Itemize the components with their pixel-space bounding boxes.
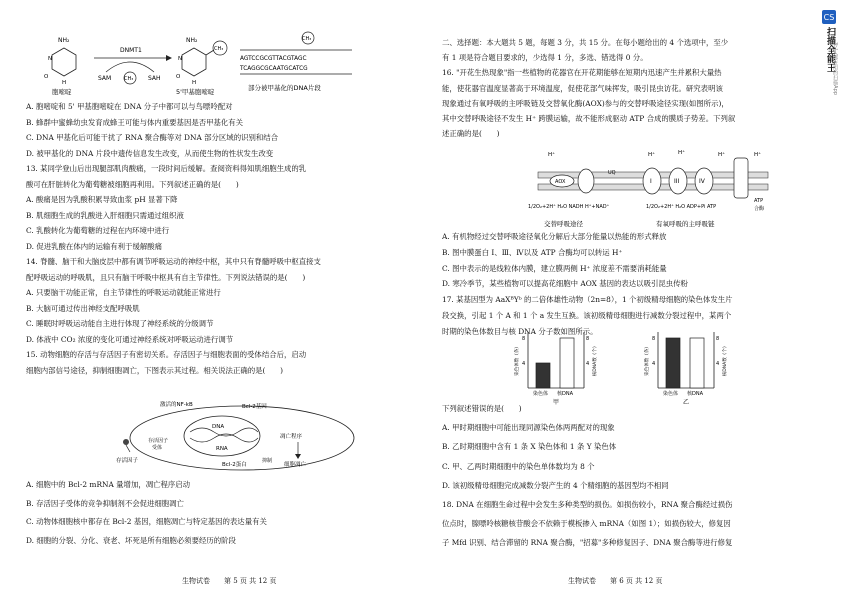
text-line: A. 细胞中的 Bcl-2 mRNA 量增加，凋亡程序启动: [26, 480, 191, 489]
y-tick-label-right: 8: [716, 336, 720, 342]
text-line: B. 大脑可通过传出神经支配呼吸肌: [26, 303, 140, 313]
o-label-1: O: [44, 74, 49, 80]
chart-title: 乙: [683, 399, 690, 406]
respiration-figure: [528, 144, 778, 232]
text-line: 能，使花器官温度显著高于环境温度，促使花部气味挥发，吸引昆虫访花。研究表明该: [442, 83, 723, 93]
scanner-watermark: [822, 10, 838, 120]
y-axis-label-right: 核DNA数（个）: [723, 343, 728, 377]
text-line: A. 只要脑干功能正常，自主节律性的呼吸运动就能正常进行: [26, 288, 221, 297]
text-line: B. 乙时期细胞中含有 1 条 X 染色体和 1 条 Y 染色体: [442, 442, 617, 452]
equation-right: 1/2O₂+2H⁺ H₂O ADP+Pi ATP: [646, 204, 717, 210]
text-line: D. 细胞的分裂、分化、衰老、坏死是所有细胞必须要经历的阶段: [26, 535, 236, 545]
text-line: A. 胞嘧啶和 5' 甲基胞嘧啶在 DNA 分子中都可以与鸟嘌呤配对: [26, 102, 233, 111]
scanner-subtitle: 3亿人都在用的扫描App: [832, 42, 838, 95]
apoptosis-cell-label: 细胞凋亡: [284, 462, 307, 468]
text-line: B. 肌细胞生成的乳酸进入肝细胞只需通过组织液: [26, 210, 184, 220]
receptor-label-1: 存活因子: [148, 438, 169, 444]
h-plus-4: H⁺: [718, 152, 726, 158]
text-line: 17. 某基因型为 AaXᴮYᵇ 的二倍体雄性动物（2n=8），1 个初级精母细胞的染色体发生片: [442, 295, 733, 305]
methyl-cytosine-structure: [182, 48, 214, 76]
scanner-title: 扫描全能王: [825, 27, 835, 72]
text-line: B. 存活因子受体的竞争抑制剂不会促进细胞凋亡: [26, 498, 184, 508]
h-label-1: H: [62, 80, 67, 86]
text-line: C. 动物体细胞核中都存在 Bcl-2 基因，细胞凋亡与特定基因的表达量有关: [26, 517, 267, 526]
text-line: 有 1 项是符合题目要求的，少选得 1 分，多选、错选得 0 分。: [442, 53, 648, 63]
text-line: 二、选择题：本大题共 5 题，每题 3 分，共 15 分。在每小题给出的 4 个选项中，至少: [442, 38, 729, 47]
y-axis-label: 染色体数（条）: [645, 344, 650, 376]
x-tick-label: 核DNA: [687, 391, 704, 397]
complex-3-label: III: [674, 178, 680, 185]
nh2-label-2: NH₂: [186, 37, 198, 44]
h-plus-1: H⁺: [548, 152, 556, 158]
receptor-label-2: 受体: [152, 445, 163, 451]
text-line: 细胞内部信号途径，抑制细胞凋亡，下图表示其过程。相关说法正确的是( ): [26, 365, 284, 375]
inhibit-label: 抑制: [262, 458, 273, 464]
equation-left: 1/2O₂+2H⁺ H₂O NADH H⁺+NAD⁺: [528, 204, 610, 210]
text-line: 位点时，腺嘌呤核糖核苷酸会不依赖于模板掺入 mRNA（如图 1）；如损伤较大，修复因: [442, 519, 731, 529]
chromosome-dna-chart: [508, 326, 768, 408]
h-label-2: H: [192, 80, 197, 86]
y-tick-label: 8: [652, 336, 656, 342]
apoptosis-program-label: 凋亡程序: [280, 434, 303, 440]
y-axis-label-right: 核DNA数（个）: [593, 343, 598, 377]
bar: [560, 338, 574, 388]
complex-1-label: I: [650, 178, 652, 185]
y-axis-label: 染色体数（条）: [515, 344, 520, 376]
text-line: A. 酸痛是因为乳酸积累导致血浆 pH 显著下降: [26, 195, 178, 204]
text-line: 现象通过有氧呼吸的主呼吸链及交替氧化酶(AOX)参与的交替呼吸途径实现(如图所示)，: [442, 98, 729, 108]
o-label-2: O: [176, 74, 181, 80]
text-line: A. 甲时期细胞中可能出现同源染色体两两配对的现象: [442, 423, 615, 433]
x-tick-label: 染色体: [533, 391, 549, 397]
nh2-label-1: NH₂: [58, 37, 70, 44]
text-line: 述正确的是( ): [442, 129, 500, 139]
y-tick-label: 8: [522, 336, 526, 342]
bar-chart-0: [513, 332, 598, 406]
x-tick-label: 核DNA: [557, 391, 574, 397]
dnmt1-label: DNMT1: [120, 47, 142, 54]
methyl-cytosine-label: 5'甲基胞嘧啶: [176, 88, 215, 96]
chart-title: 甲: [553, 399, 560, 406]
text-line: D. 促进乳酸在体内的运输有利于缓解酸痛: [26, 241, 163, 251]
left-page: [12, 0, 422, 595]
aox-label: AOX: [555, 179, 566, 185]
right-page-footer: 生物试卷 第 6 页 共 12 页: [568, 577, 663, 585]
right-page: [428, 0, 838, 595]
text-line: 其中交替呼吸途径不发生 H⁺ 跨膜运输，故不能形成驱动 ATP 合成的膜质子势差。下列叙: [442, 114, 736, 123]
ch3-label-2: CH₃: [214, 46, 224, 52]
text-line: 子 Mfd 识别、结合滞留的 RNA 聚合酶，"招募"多种修复因子、DNA 聚合酶等进行修复: [442, 538, 733, 548]
y-tick-label: 4: [522, 361, 526, 367]
text-line: D. 体液中 CO₂ 浓度的变化可通过神经系统对呼吸运动进行调节: [26, 334, 234, 344]
text-line: D. 该初级精母细胞完成减数分裂产生的 4 个精细胞的基因型均不相同: [442, 480, 669, 490]
text-line: D. 被甲基化的 DNA 片段中遗传信息发生改变，从而使生物的性状发生改变: [26, 148, 274, 158]
text-line: 15. 动物细胞的存活与存活因子有密切关系。存活因子与细胞表面的受体结合后，启动: [26, 350, 307, 359]
dna-seq-bottom: TCAGGCGCAATGCATCG: [240, 66, 308, 72]
text-line: A. 有机物经过交替呼吸途径氧化分解后大部分能量以热能的形式释放: [442, 232, 667, 241]
dnmt-figure: [26, 28, 416, 100]
atp-synthase-label-1: ATP: [754, 198, 764, 204]
bar-chart-1: [643, 332, 728, 406]
cytosine-structure: [52, 48, 76, 76]
text-line: 下列叙述错误的是( ): [442, 404, 522, 413]
ch3-label-3: CH₃: [302, 36, 312, 42]
bar: [536, 363, 550, 388]
text-line: C. 图中表示的是线粒体内膜，建立膜两侧 H⁺ 浓度差不需要消耗能量: [442, 263, 667, 273]
rna-label: RNA: [216, 446, 228, 452]
y-tick-label: 4: [652, 361, 656, 367]
text-line: 13. 某同学登山后出现腿部肌肉酸痛，一段时间后缓解。查阅资料得知肌细胞生成的乳: [26, 164, 307, 173]
h-plus-5: H⁺: [754, 152, 762, 158]
atp-synthase-label-2: 合酶: [754, 206, 765, 212]
y-tick-label-right: 8: [586, 336, 590, 342]
alt-pathway-label: 交替呼吸途径: [544, 220, 583, 228]
text-line: 16. "开花生热现象"指一些植物的花器官在开花期能够在短期内迅速产生并累积大量热: [442, 68, 722, 78]
dna-label: DNA: [212, 424, 225, 430]
text-line: 段交换，引起 1 个 A 和 1 个 a 发生互换。该初级精母细胞进行减数分裂过程中，某两个: [442, 311, 732, 320]
x-tick-label: 染色体: [663, 391, 679, 397]
text-line: C. DNA 甲基化后可能干扰了 RNA 聚合酶等对 DNA 部分区域的识别和结合: [26, 133, 279, 142]
uq-label: UQ: [608, 170, 616, 176]
y-tick-label-right: 4: [716, 361, 720, 367]
left-page-footer: 生物试卷 第 5 页 共 12 页: [182, 577, 277, 585]
dna-fragment-caption: 部分被甲基化的DNA片段: [248, 84, 321, 92]
y-tick-label-right: 4: [586, 361, 590, 367]
nfkb-label: 激活的NF-kB: [160, 402, 193, 408]
sah-label: SAH: [148, 75, 161, 82]
h-plus-3: H⁺: [678, 150, 686, 156]
text-line: 配呼吸运动的呼吸肌，且只有脑干呼吸中枢具有自主节律性。下列说法错误的是( ): [26, 272, 306, 282]
bar: [690, 338, 704, 388]
dna-seq-top: AGTCCGCGTTACGTAGC: [240, 56, 307, 62]
bcl2-protein-label: Bcl-2蛋白: [222, 462, 247, 468]
ch3-label-1: CH₃: [124, 76, 134, 82]
text-line: C. 乳酸转化为葡萄糖的过程在内环境中进行: [26, 226, 170, 235]
text-line: 14. 脊髓、脑干和大脑皮层中都有调节呼吸运动的神经中枢，其中只有脊髓呼吸中枢直接支: [26, 257, 321, 266]
text-line: C. 甲、乙两时期细胞中的染色单体数均为 8 个: [442, 461, 595, 471]
n-label-1: N: [48, 56, 53, 62]
sam-label: SAM: [98, 75, 112, 82]
text-line: 酸可在肝脏转化为葡萄糖被细胞再利用。下列叙述正确的是( ): [26, 179, 239, 189]
scanner-logo: CS: [822, 10, 836, 24]
n-label-2: N: [178, 56, 183, 62]
text-line: 18. DNA 在细胞生命过程中会发生多种类型的损伤。如损伤较小，RNA 聚合酶经过损伤: [442, 500, 733, 509]
bar: [666, 338, 680, 388]
survival-factor-icon: [116, 434, 169, 464]
text-line: C. 睡眠时呼吸运动能自主进行体现了神经系统的分级调节: [26, 319, 214, 328]
bcl2-gene-label: Bcl-2基因: [242, 404, 267, 410]
text-line: 时期的染色体数目与核 DNA 分子数如图所示。: [442, 326, 598, 336]
text-line: B. 蜂群中蜜蜂幼虫发育成蜂王可能与体内重要基因是否甲基化有关: [26, 117, 244, 127]
text-line: D. 寒冷季节，某些植物可以提高花细胞中 AOX 基因的表达以吸引昆虫传粉: [442, 279, 688, 289]
survival-factor-label: 存活因子: [116, 458, 139, 464]
complex-4-label: IV: [699, 178, 705, 185]
h-plus-2: H⁺: [648, 152, 656, 158]
main-chain-label: 有氧呼吸的主呼吸链: [656, 220, 715, 228]
cytosine-label: 胞嘧啶: [52, 88, 72, 96]
text-line: B. 图中膜蛋白 Ⅰ、Ⅲ、Ⅳ以及 ATP 合酶均可以转运 H⁺: [442, 247, 623, 257]
